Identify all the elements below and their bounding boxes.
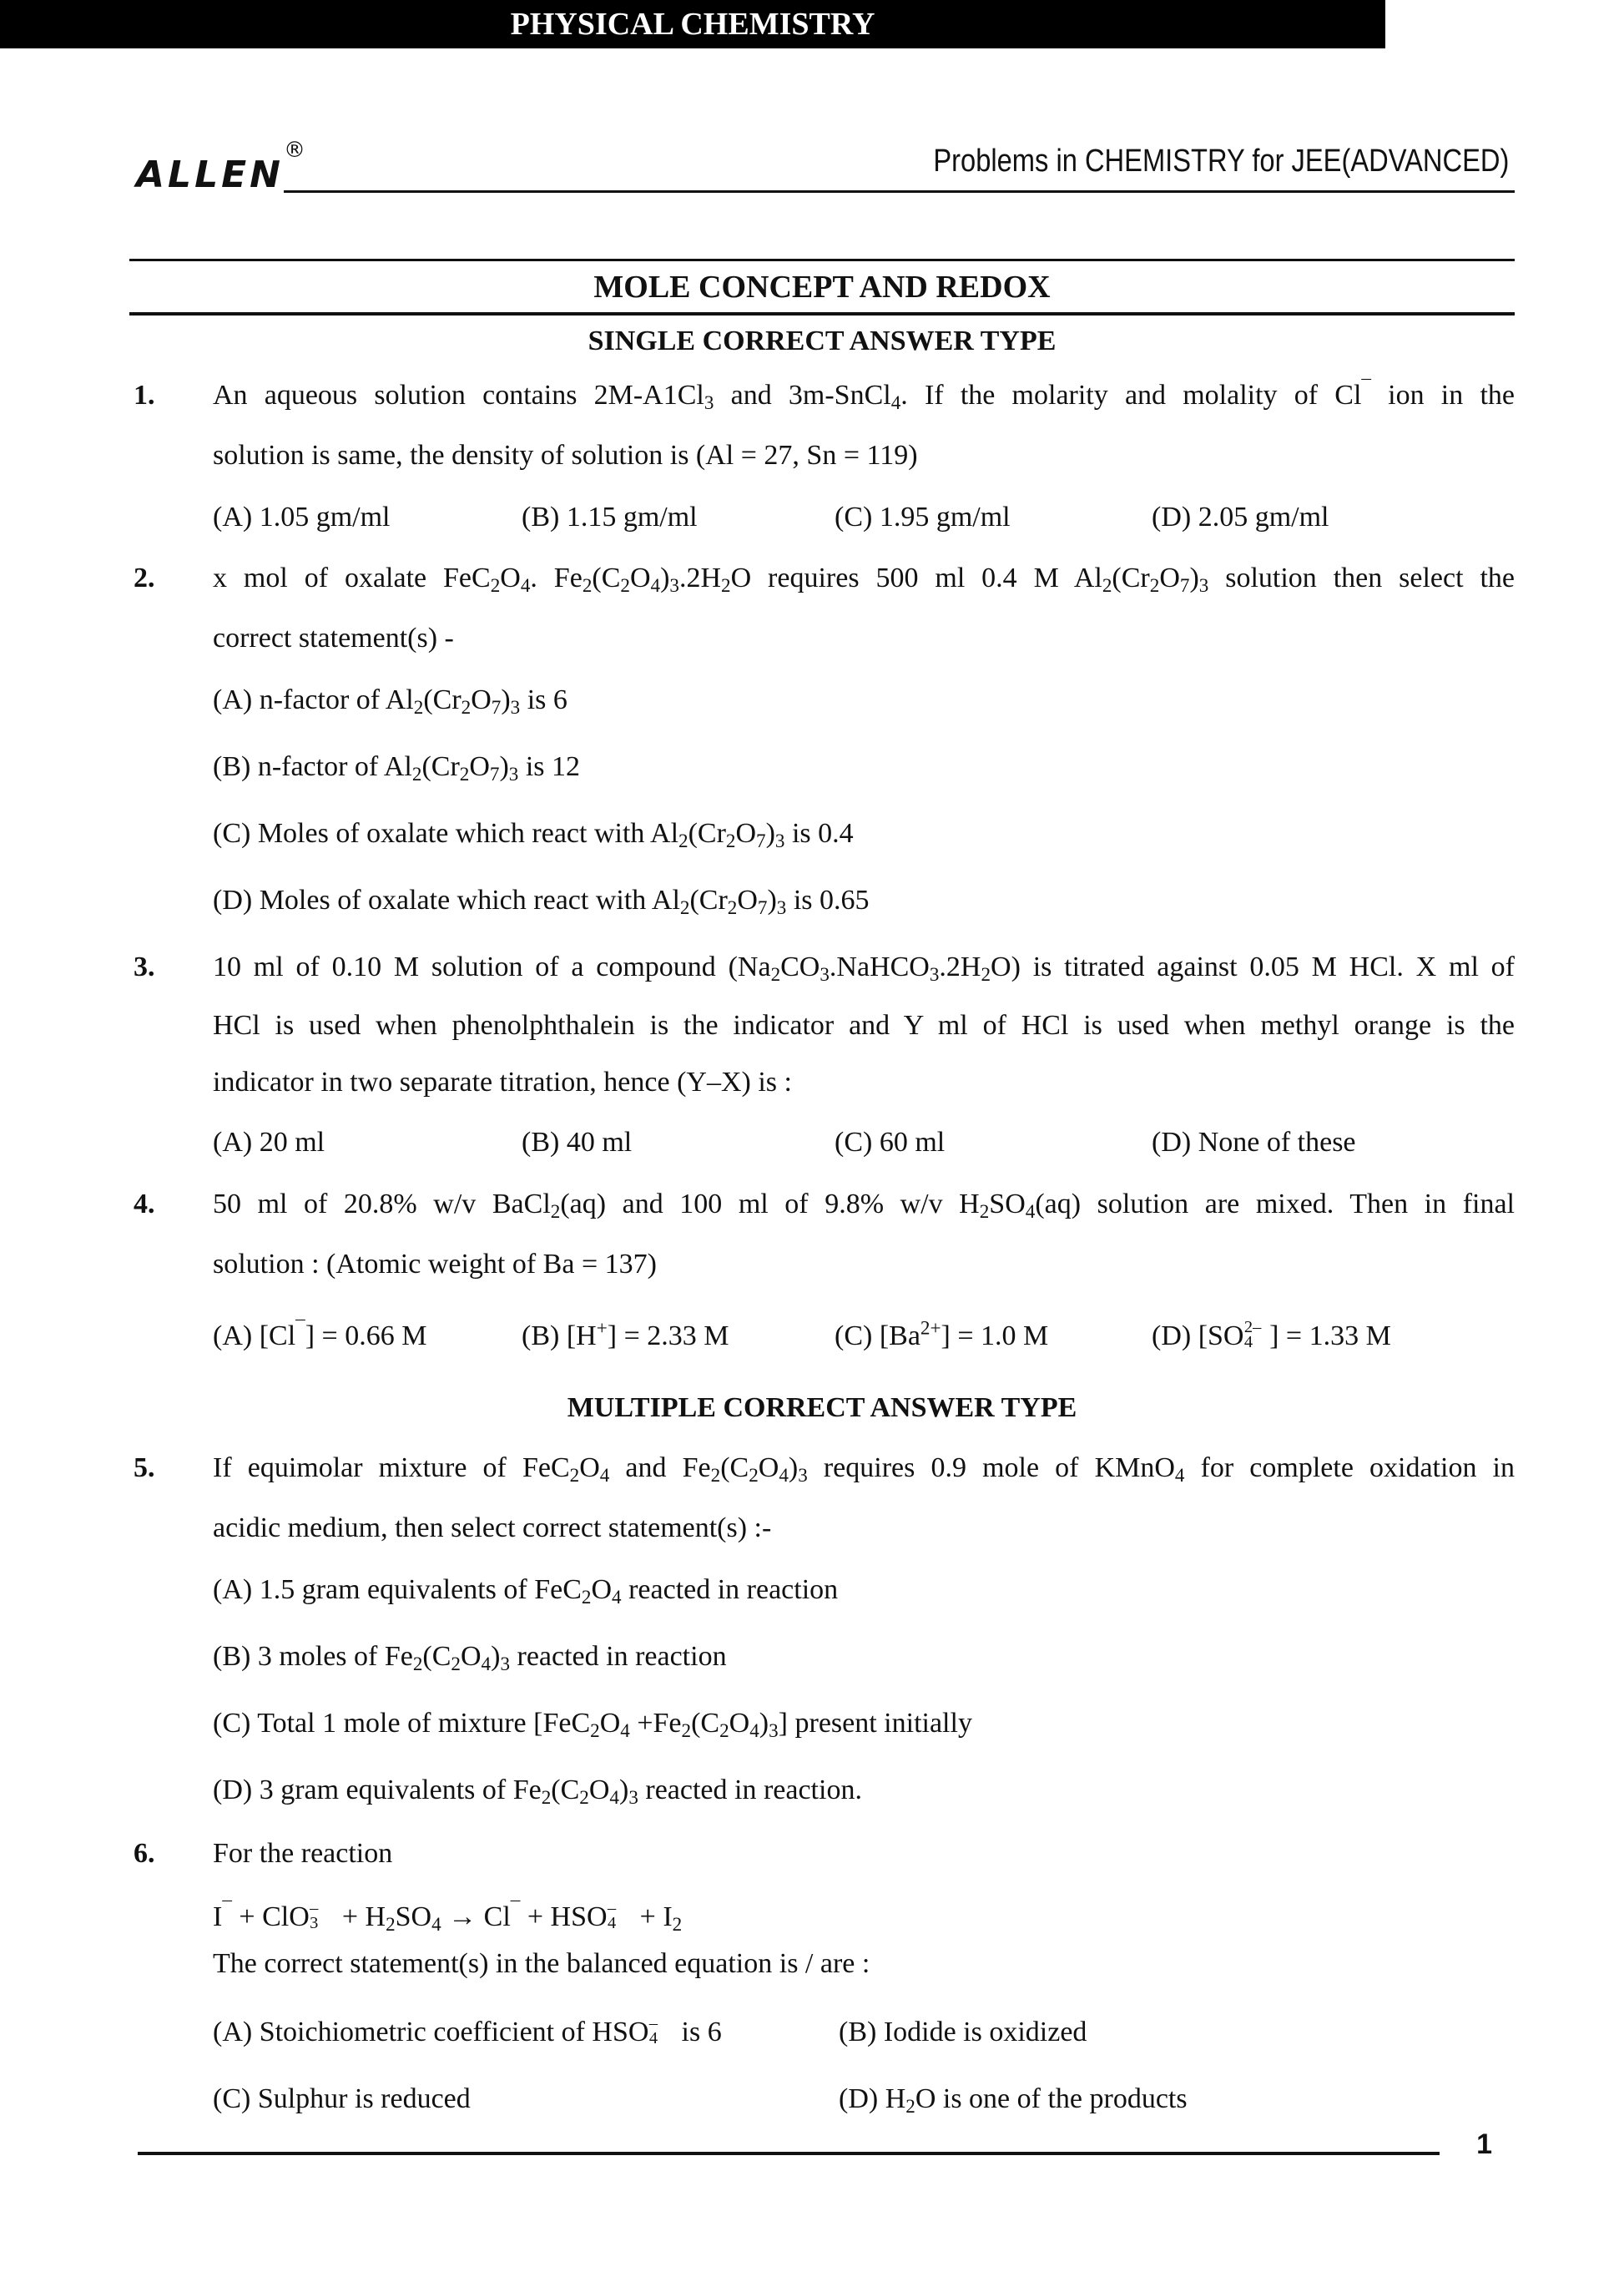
option-c: (C) 60 ml: [835, 1127, 946, 1158]
section-heading-multiple: MULTIPLE CORRECT ANSWER TYPE: [567, 1392, 1077, 1423]
question-number: 2.: [134, 563, 155, 593]
question-number: 6.: [134, 1838, 155, 1869]
option-b: (B) 3 moles of $Fe_2(C_2O_4)_3$ reacted in reaction: [213, 1641, 727, 1675]
option-a: (A) Stoichiometric coefficient of HSO – 4 is 6: [213, 2014, 722, 2048]
allen-logo: [136, 138, 306, 196]
book-title: Problems in CHEMISTRY for JEE(ADVANCED): [932, 144, 1509, 179]
option-b: (B) n-factor of $Al_2(Cr_2O_7)_3$ is 12: [213, 751, 581, 785]
section-banner: PHYSICAL CHEMISTRY: [0, 0, 1385, 48]
question-text-line: HCl is used when phenolphthalein is the indicator and Y ml of HCl is used when methyl orange is the: [213, 1010, 1515, 1041]
chapter-rule: [129, 312, 1515, 316]
question-text-line: The correct statement(s) in the balanced equation is / are :: [213, 1948, 870, 1979]
question-text-line: acidic medium, then select correct statement(s) :-: [213, 1512, 772, 1543]
question-number: 3.: [134, 952, 155, 982]
option-b: (B) 1.15 gm/ml: [522, 502, 698, 533]
option-d: (D) 3 gram equivalents of $Fe_2(C_2O_4)_3$ reacted in reaction.: [213, 1775, 862, 1809]
option-c: (C) Sulphur is reduced: [213, 2083, 471, 2114]
option-d: (D) None of these: [1152, 1127, 1356, 1158]
question-text-line: solution : (Atomic weight of Ba = 137): [213, 1249, 657, 1280]
option-b: (B) 40 ml: [522, 1127, 633, 1158]
page-number: 1: [1476, 2128, 1492, 2160]
banner-rule: [129, 259, 1515, 261]
option-b: (B) Iodide is oxidized: [839, 2017, 1087, 2047]
question-text-line: 50 ml of 20.8% w/v BaCl$_2$(aq) and 100 ml of 9.8% w/v $H_2SO_4(aq)$ solution are mixed. Then in final: [213, 1189, 1515, 1223]
header-rule: [284, 190, 1515, 193]
option-a: (A) 20 ml: [213, 1127, 325, 1158]
option-a: (A) 1.05 gm/ml: [213, 502, 391, 533]
footer-rule: [138, 2152, 1440, 2155]
registered-mark: ®: [284, 138, 306, 163]
logo-text: ALLEN: [136, 154, 285, 196]
question-text-line: An aqueous solution contains $2M-A1Cl_3$ and 3m-SnCl$_4$. If the molarity and molality of Cl¯ ion in the: [213, 376, 1515, 414]
question-number: 4.: [134, 1189, 155, 1219]
question-number: 1.: [134, 380, 155, 411]
option-c: (C) 1.95 gm/ml: [835, 502, 1011, 533]
option-a: (A) n-factor of $Al_2(Cr_2O_7)_3$ is 6: [213, 684, 567, 719]
option-d: (D) $H_2O$ is one of the products: [839, 2083, 1188, 2118]
question-text-line: solution is same, the density of solution is (Al = 27, Sn = 119): [213, 440, 918, 471]
option-a: (A) 1.5 gram equivalents of $FeC_2O_4$ reacted in reaction: [213, 1574, 839, 1608]
question-text-line: For the reaction: [213, 1838, 393, 1869]
option-b: (B) [H+] = 2.33 M: [522, 1317, 729, 1351]
question-text-line: correct statement(s) -: [213, 623, 454, 654]
reaction-equation: I¯ + ClO – 3 + $H_2SO_4 \to Cl^¯$ + HSO – 4 + $I_2$: [213, 1898, 683, 1936]
option-d: (D) Moles of oxalate which react with $Al_2(Cr_2O_7)_3$ is 0.65: [213, 885, 870, 919]
option-a: (A) [Cl¯] = 0.66 M: [213, 1317, 427, 1351]
option-c: (C) $[Ba^{2+}] = 1.0$ M: [835, 1317, 1049, 1351]
question-text-line: indicator in two separate titration, hence (Y–X) is :: [213, 1067, 792, 1098]
option-d: (D) [SO 2– 4 ] = 1.33 M: [1152, 1318, 1391, 1352]
chapter-title: MOLE CONCEPT AND REDOX: [593, 270, 1051, 305]
option-d: (D) 2.05 gm/ml: [1152, 502, 1329, 533]
option-c: (C) Moles of oxalate which react with $Al_2(Cr_2O_7)_3$ is 0.4: [213, 818, 854, 852]
option-c: (C) Total 1 mole of mixture $[FeC_2O_4 +Fe_2(C_2O_4)_3]$ present initially: [213, 1708, 972, 1742]
question-text-line: x mol of oxalate $FeC_2O_4$. $Fe_2(C_2O_4)_3.2H_2O$ requires 500 ml 0.4 M $Al_2(Cr_2O_7)_3$ solution then select the: [213, 563, 1516, 597]
question-number: 5.: [134, 1452, 155, 1483]
question-text-line: If equimolar mixture of $FeC_2O_4$ and $Fe_2(C_2O_4)_3$ requires 0.9 mole of KMnO$_4$ for complete oxidation in: [213, 1452, 1515, 1487]
section-heading-single: SINGLE CORRECT ANSWER TYPE: [588, 326, 1057, 356]
question-text-line: 10 ml of 0.10 M solution of a compound $(Na_2CO_3.NaHCO_3.2H_2O)$ is titrated against 0.05 M HCl. X ml of: [213, 952, 1515, 986]
